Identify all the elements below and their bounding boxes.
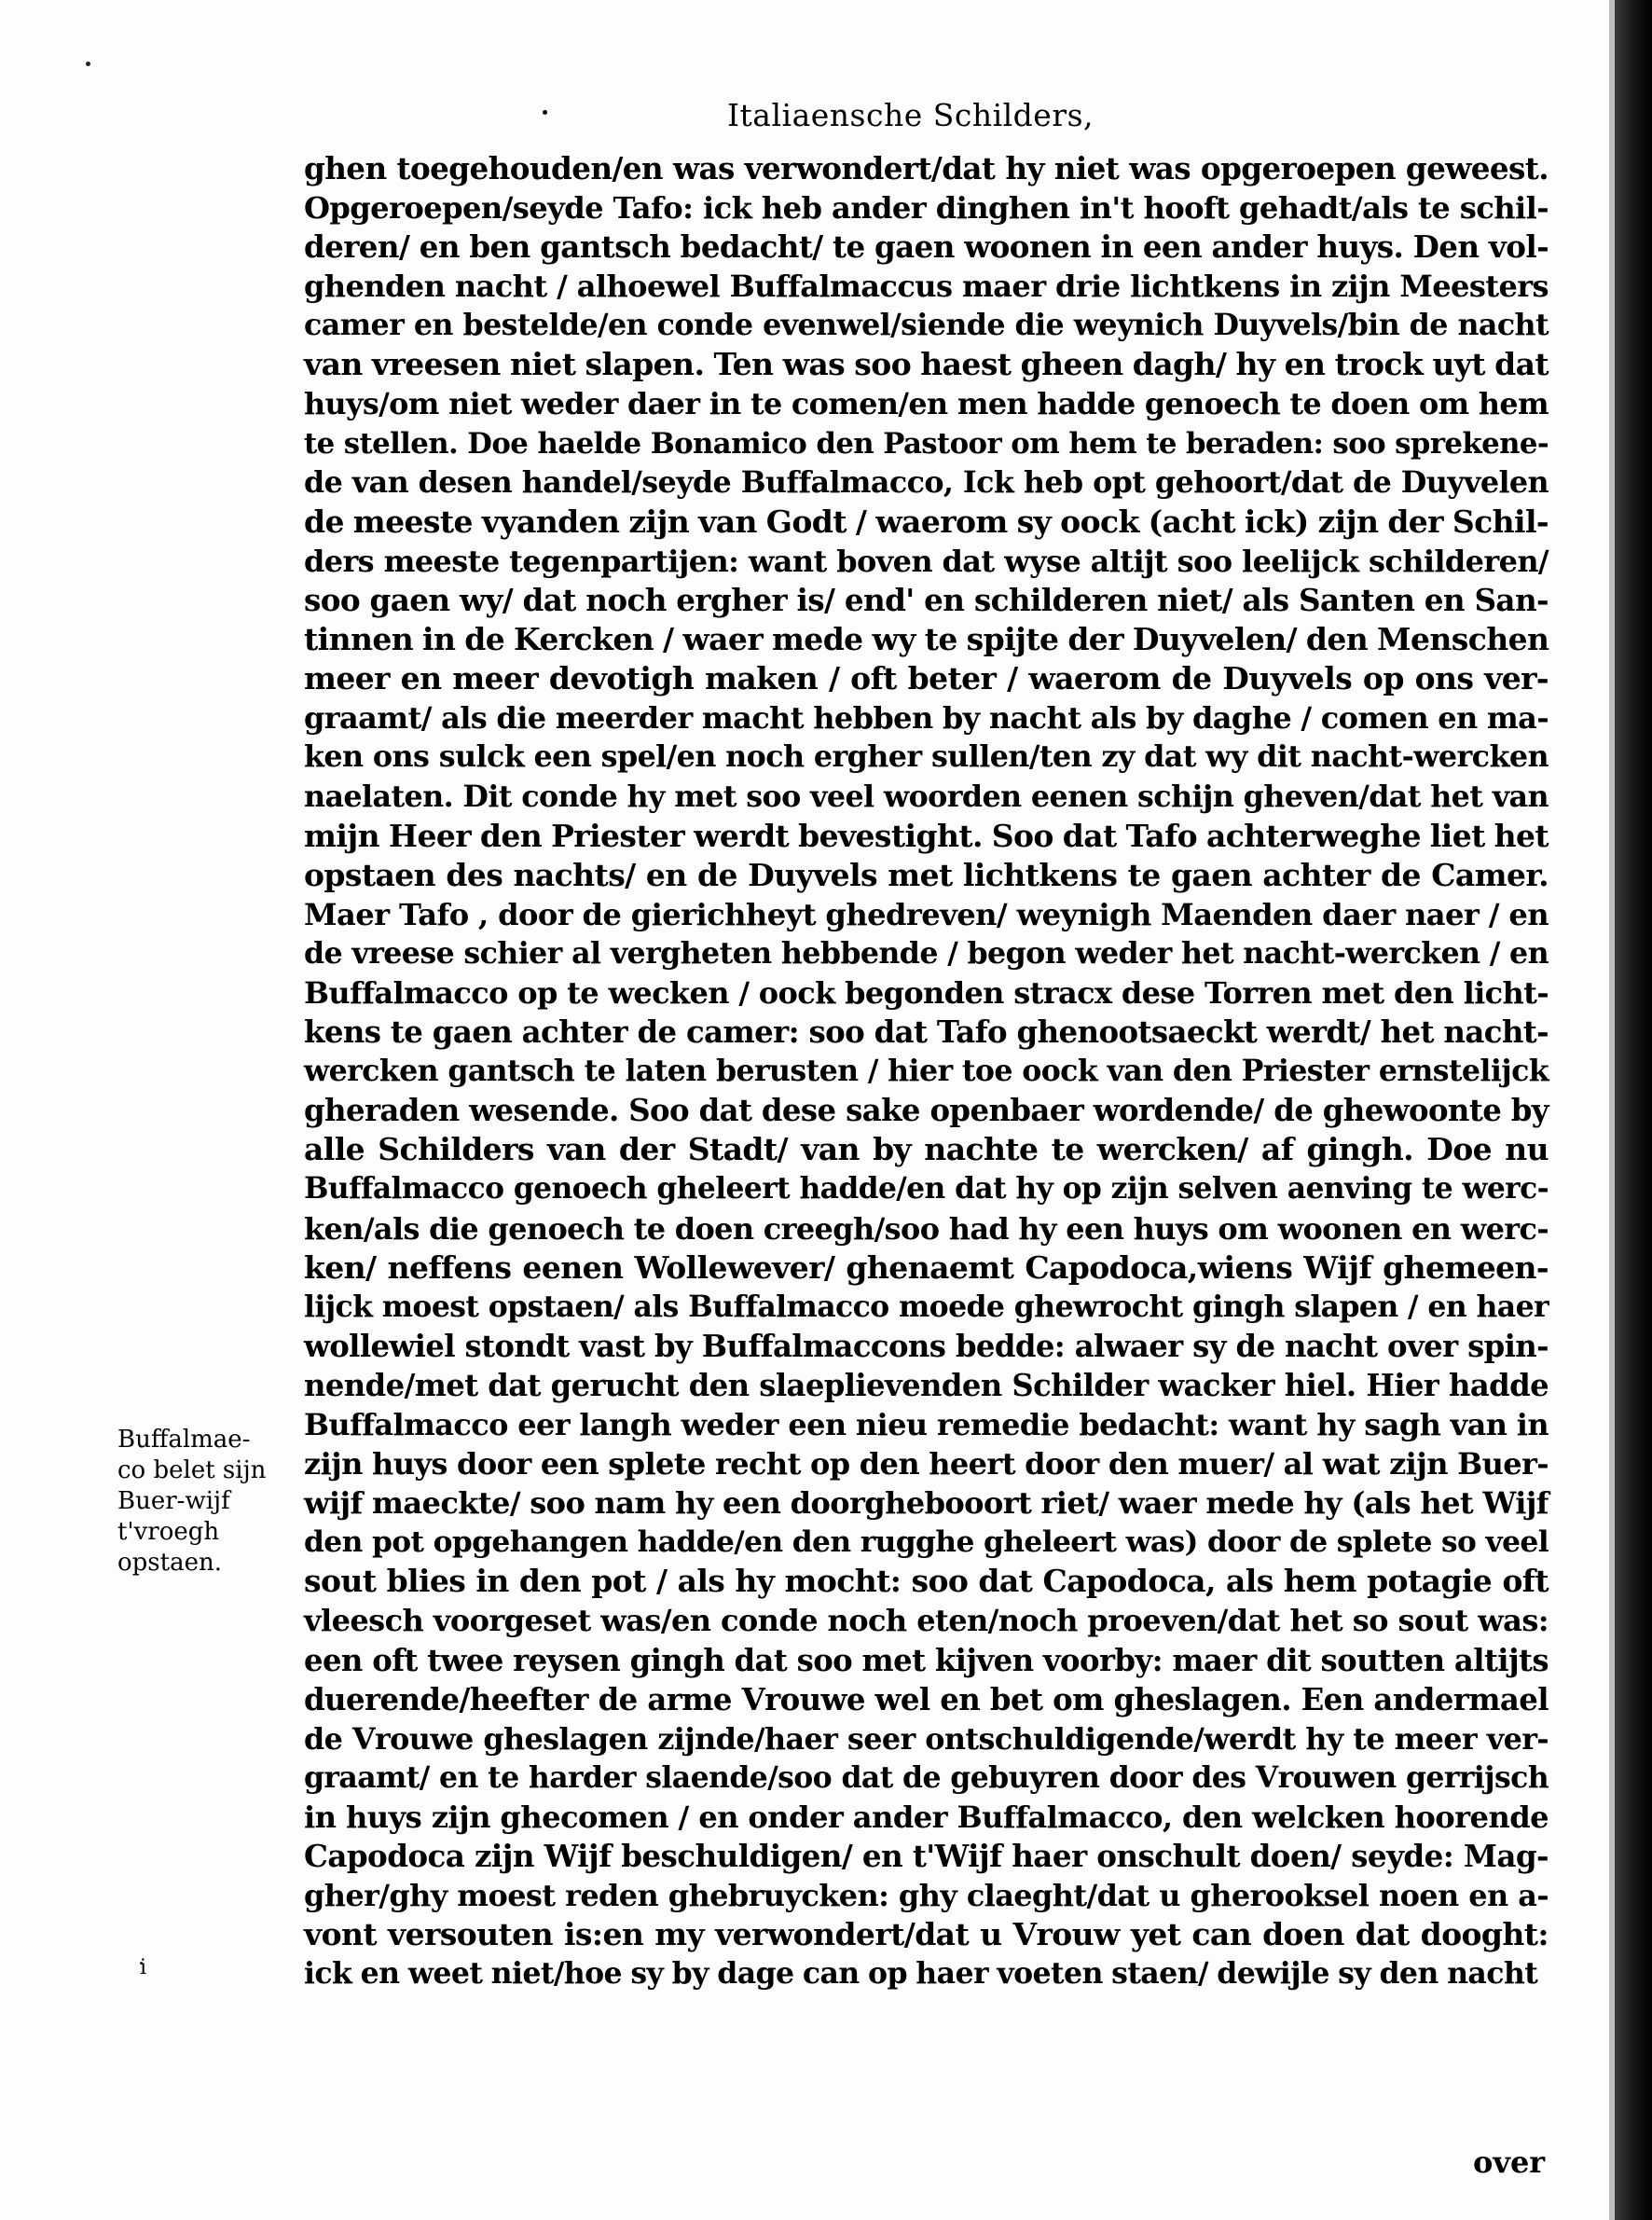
text-line: duerende/heefter de arme Vrouwe wel en bet om gheslagen. Een andermael bbox=[304, 1681, 1549, 1717]
text-line: vont versouten is:en my verwondert/dat u Vrouw yet can doen dat dooght: bbox=[304, 1916, 1549, 1953]
running-head-ornament-dot bbox=[543, 110, 547, 115]
text-line: camer en bestelde/en conde evenwel/siende die weynich Duyvels/bin de nacht bbox=[304, 308, 1549, 343]
text-line: de van desen handel/seyde Buffalmacco, Ick heb opt gehoort/dat de Duyvelen bbox=[304, 464, 1549, 500]
text-line: ick en weet niet/hoe sy by dage can op haer voeten staen/ dewijle sy den nacht bbox=[304, 1956, 1538, 1992]
marginal-note bbox=[117, 1425, 304, 1579]
running-head: Italiaensche Schilders, bbox=[727, 97, 1094, 133]
text-line: ghen toegehouden/en was verwondert/dat hy niet was opgeroepen geweest. bbox=[304, 150, 1549, 186]
text-line: ghenden nacht / alhoewel Buffalmaccus maer drie lichtkens in zijn Meesters bbox=[304, 269, 1549, 305]
marginal-note-line: t'vroegh bbox=[117, 1518, 220, 1546]
text-line: Capodoca zijn Wijf beschuldigen/ en t'Wijf haer onschult doen/ seyde: Mag- bbox=[304, 1838, 1549, 1875]
text-line: huys/om niet weder daer in te comen/en men hadde genoech te doen om hem bbox=[304, 386, 1549, 421]
text-line: graamt/ en te harder slaende/soo dat de gebuyren door des Vrouwen gerrijsch bbox=[304, 1759, 1549, 1795]
text-line: soo gaen wy/ dat noch ergher is/ end' en schilderen niet/ als Santen en San- bbox=[304, 582, 1549, 619]
marginal-note-line: Buffalmae- bbox=[117, 1426, 251, 1454]
text-line: nende/met dat gerucht den slaeplievenden Schilder wacker hiel. Hier hadde bbox=[304, 1367, 1549, 1403]
text-line: gher/ghy moest reden ghebruycken: ghy claeght/dat u gherooksel noen en a- bbox=[304, 1878, 1549, 1914]
text-line: wijf maeckte/ soo nam hy een doorghebooort riet/ waer mede hy (als het Wijf bbox=[304, 1485, 1549, 1522]
stray-mark: i bbox=[140, 1956, 147, 1979]
text-line: ken/als die genoech te doen creegh/soo had hy een huys om woonen en werc- bbox=[304, 1210, 1549, 1247]
text-line: een oft twee reysen gingh dat soo met kijven voorby: maer dit soutten altijts bbox=[304, 1642, 1549, 1678]
text-line: te stellen. Doe haelde Bonamico den Pastoor om hem te beraden: soo sprekene- bbox=[304, 426, 1549, 461]
main-text-block bbox=[304, 149, 1549, 1993]
text-line: alle Schilders van der Stadt/ van by nachte te wercken/ af gingh. Doe nu bbox=[304, 1131, 1549, 1168]
text-line: ders meeste tegenpartijen: want boven dat wyse altijt soo leelijck schilderen/ bbox=[304, 543, 1549, 579]
marginal-note-line: Buer-wijf bbox=[117, 1487, 230, 1515]
text-line: sout blies in den pot / als hy mocht: soo dat Capodoca, als hem potagie oft bbox=[304, 1563, 1549, 1600]
text-line: kens te gaen achter de camer: soo dat Tafo ghenootsaeckt werdt/ het nacht- bbox=[304, 1014, 1549, 1051]
text-line: in huys zijn ghecomen / en onder ander Buffalmacco, den welcken hoorende bbox=[304, 1799, 1549, 1835]
text-line: Buffalmacco genoech gheleert hadde/en dat hy op zijn selven aenving te werc- bbox=[304, 1172, 1549, 1207]
text-line: wercken gantsch te laten berusten / hier toe oock van den Priester ernstelijck bbox=[304, 1054, 1549, 1089]
text-line: van vreesen niet slapen. Ten was soo haest gheen dagh/ hy en trock uyt dat bbox=[304, 346, 1549, 383]
text-line: vleesch voorgeset was/en conde noch eten/noch proeven/dat het so sout was: bbox=[304, 1603, 1549, 1639]
text-line: opstaen des nachts/ en de Duyvels met lichtkens te gaen achter de Camer. bbox=[304, 856, 1549, 893]
text-line: deren/ en ben gantsch bedacht/ te gaen woonen in een ander huys. Den vol- bbox=[304, 228, 1549, 266]
page-gutter-shadow bbox=[1615, 0, 1652, 2220]
text-line: gheraden wesende. Soo dat dese sake openbaer wordende/ de ghewoonte by bbox=[304, 1093, 1549, 1129]
text-line: meer en meer devotigh maken / oft beter / waerom de Duyvels op ons ver- bbox=[304, 660, 1549, 697]
text-line: lijck moest opstaen/ als Buffalmacco moede ghewrocht gingh slapen / en haer bbox=[304, 1289, 1549, 1324]
marginal-note-line: opstaen. bbox=[117, 1549, 222, 1577]
text-line: Buffalmacco eer langh weder een nieu remedie bedacht: want hy sagh van in bbox=[304, 1407, 1549, 1442]
text-line: ken/ neffens eenen Wollewever/ ghenaemt Capodoca,wiens Wijf ghemeen- bbox=[304, 1248, 1549, 1286]
text-line: de Vrouwe gheslagen zijnde/haer seer ontschuldigende/werdt hy te meer ver- bbox=[304, 1720, 1549, 1757]
text-line: wollewiel stondt vast by Buffalmaccons bedde: alwaer sy de nacht over spin- bbox=[304, 1328, 1549, 1364]
text-line: graamt/ als die meerder macht hebben by nacht als by daghe / comen en ma- bbox=[304, 700, 1549, 737]
text-line: ken ons sulck een spel/en noch ergher sullen/ten zy dat wy dit nacht-wercken bbox=[304, 739, 1549, 775]
text-line: tinnen in de Kercken / waer mede wy te spijte der Duyvelen/ den Menschen bbox=[304, 621, 1549, 658]
text-line: den pot opgehangen hadde/en den rugghe gheleert was) door de splete so veel bbox=[304, 1525, 1549, 1560]
text-line: zijn huys door een splete recht op den heert door den muer/ al wat zijn Buer- bbox=[304, 1446, 1549, 1482]
text-line: mijn Heer den Priester werdt bevestight. Soo dat Tafo achterweghe liet het bbox=[304, 817, 1549, 854]
text-line: Opgeroepen/seyde Tafo: ick heb ander dinghen in't hooft gehadt/als te schil- bbox=[304, 190, 1549, 227]
text-line: naelaten. Dit conde hy met soo veel woorden eenen schijn gheven/dat het van bbox=[304, 779, 1549, 814]
marginal-note-line: co belet sijn bbox=[117, 1456, 267, 1484]
text-line: de meeste vyanden zijn van Godt / waerom sy oock (acht ick) zijn der Schil- bbox=[304, 503, 1549, 540]
catchword: over bbox=[1473, 2144, 1546, 2180]
text-line: de vreese schier al vergheten hebbende / begon weder het nacht-wercken / en bbox=[304, 935, 1549, 971]
text-line: Buffalmacco op te wecken / oock begonden stracx dese Torren met den licht- bbox=[304, 974, 1549, 1011]
text-line: Maer Tafo , door de gierichheyt ghedreven/ weynigh Maenden daer naer / en bbox=[304, 896, 1549, 932]
